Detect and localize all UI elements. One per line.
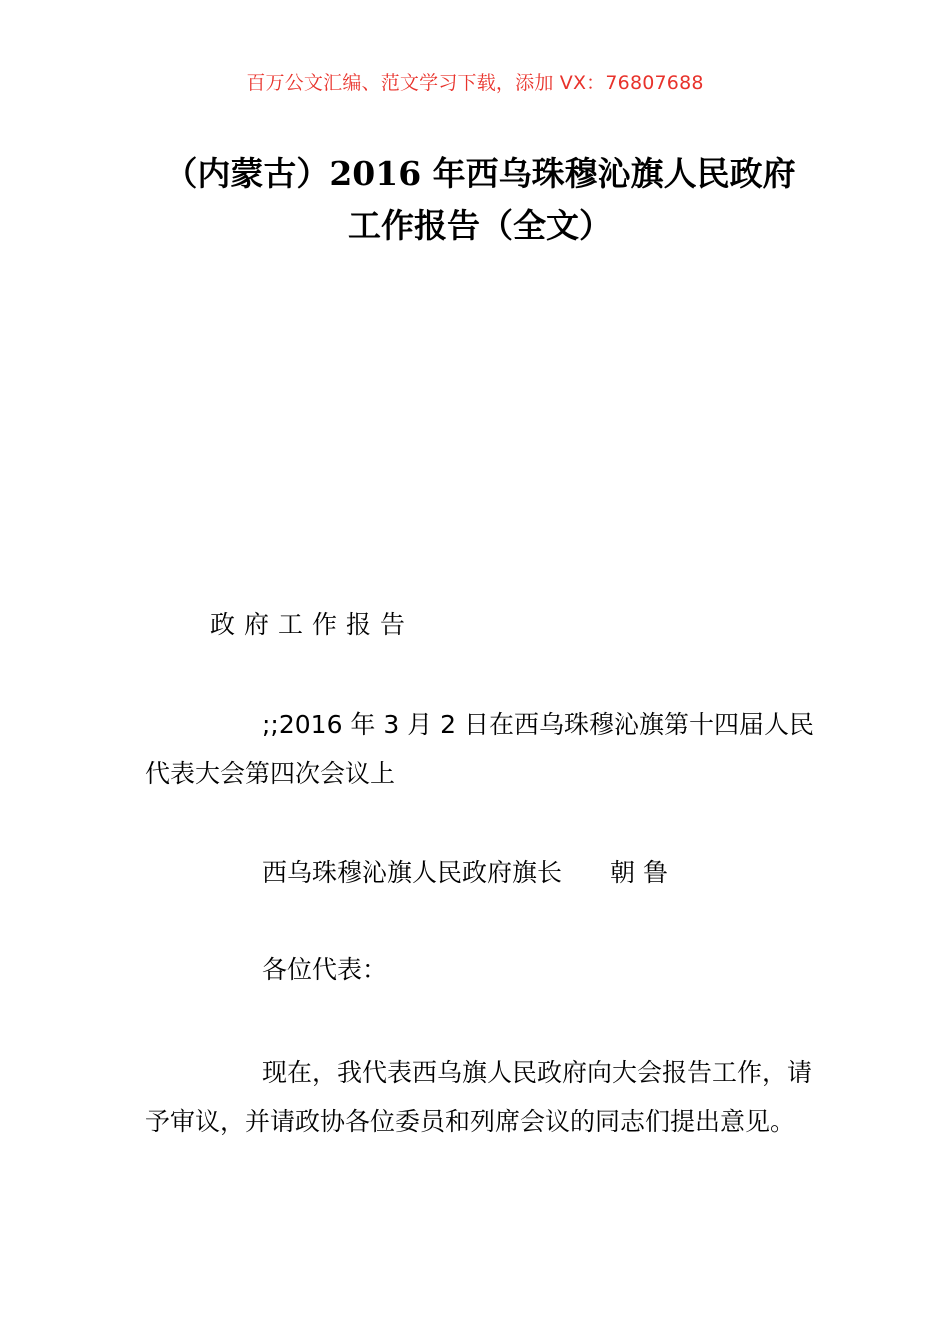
title-line-2: 工作报告（全文） bbox=[348, 206, 612, 245]
report-heading: 政府工作报告 bbox=[210, 610, 415, 639]
document-title bbox=[140, 148, 820, 252]
speaker-title: 西乌珠穆沁旗人民政府旗长 bbox=[262, 858, 563, 887]
salutation: 各位代表： bbox=[262, 955, 388, 984]
meeting-line: ;;2016 年 3 月 2 日在西乌珠穆沁旗第十四届人民代表大会第四次会议上 bbox=[145, 710, 815, 788]
speaker-line bbox=[262, 848, 676, 897]
header-banner: 百万公文汇编、范文学习下载，添加 VX：76807688 bbox=[246, 72, 704, 94]
body-paragraph: 现在，我代表西乌旗人民政府向大会报告工作，请予审议，并请政协各位委员和列席会议的同志们提出意见。 bbox=[145, 1058, 813, 1136]
speaker-name: 朝鲁 bbox=[610, 858, 677, 887]
title-line-1: （内蒙古）2016 年西乌珠穆沁旗人民政府 bbox=[164, 154, 796, 193]
